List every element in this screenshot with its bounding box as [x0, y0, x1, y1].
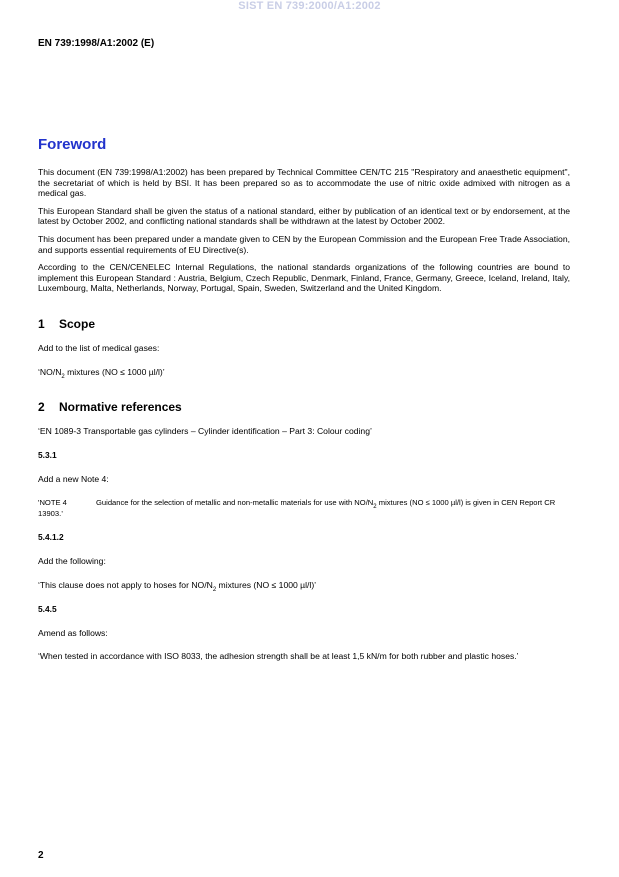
clause-5-3-1-instruction: Add a new Note 4:	[38, 473, 109, 484]
note-label: 'NOTE 4	[38, 498, 67, 508]
watermark: SIST EN 739:2000/A1:2002	[238, 0, 381, 12]
clause-5-4-5-instruction: Amend as follows:	[38, 627, 108, 638]
clause-5-4-1-2-instruction: Add the following:	[38, 556, 106, 567]
foreword-paragraph-4: According to the CEN/CENELEC Internal Regulations, the national standards organizations of the following countries are bound to implement this European Standard : Austria, Belgium, Czech Republic, Denmark, Finland, France, Germany, Greece, Iceland, Ireland, Italy, Luxembourg, Malta, Netherlands, Norway, Portugal, Spain, Sweden, Switzerland and the United Kingdom.	[38, 262, 570, 294]
section-number: 2	[38, 400, 45, 415]
foreword-paragraph-3: This document has been prepared under a mandate given to CEN by the European Commission and the European Free Trade Association, and supports essential requirements of EU Directive(s).	[38, 233, 570, 255]
foreword-paragraph-2: This European Standard shall be given the status of a national standard, either by publication of an identical text or by endorsement, at the latest by October 2002, and conflicting national standards shall be withdrawn at the latest by October 2002.	[38, 205, 570, 227]
clause-5-3-1-note: 'NOTE 4 Guidance for the selection of metallic and non-metallic materials for use with $NO/N_2$ mixtures (NO ≤ 1000 µl/l) is given in CEN Report CR 13903.’	[38, 498, 556, 519]
page-number: 2	[38, 850, 44, 861]
section-normative-heading	[38, 400, 570, 414]
scope-intro: Add to the list of medical gases:	[38, 342, 160, 353]
page-content	[38, 136, 570, 669]
foreword-paragraph-1: This document (EN 739:1998/A1:2002) has been prepared by Technical Committee CEN/TC 215 "Respiratory and anaesthetic equipment", the secretariat of which is held by BSI. It has been prepared so as to accommodate the use of nitric oxide admixed with nitrogen as a medical gas.	[38, 167, 570, 199]
normative-reference: ‘EN 1089-3 Transportable gas cylinders – Cylinder identification – Part 3: Colour coding’	[38, 426, 372, 437]
section-scope-heading	[38, 317, 570, 331]
clause-5-3-1-heading: 5.3.1	[38, 449, 57, 460]
clause-5-4-5-heading: 5.4.5	[38, 603, 57, 614]
document-id: EN 739:1998/A1:2002 (E)	[38, 38, 155, 49]
section-title: Scope	[59, 316, 96, 331]
foreword-title: Foreword	[38, 136, 107, 153]
clause-5-4-1-2-quote: ‘This clause does not apply to hoses for $NO/N_2$ mixtures (NO ≤ 1000 µl/l)’	[38, 579, 317, 593]
section-number: 1	[38, 316, 45, 331]
clause-5-4-1-2-heading: 5.4.1.2	[38, 532, 64, 543]
clause-5-4-5-quote: ‘When tested in accordance with ISO 8033, the adhesion strength shall be at least 1,5 kN/m for both rubber and plastic hoses.’	[38, 651, 519, 662]
scope-item: ‘$NO/N_2$ mixtures (NO ≤ 1000 µl/l)’	[38, 366, 165, 380]
section-title: Normative references	[59, 400, 182, 415]
